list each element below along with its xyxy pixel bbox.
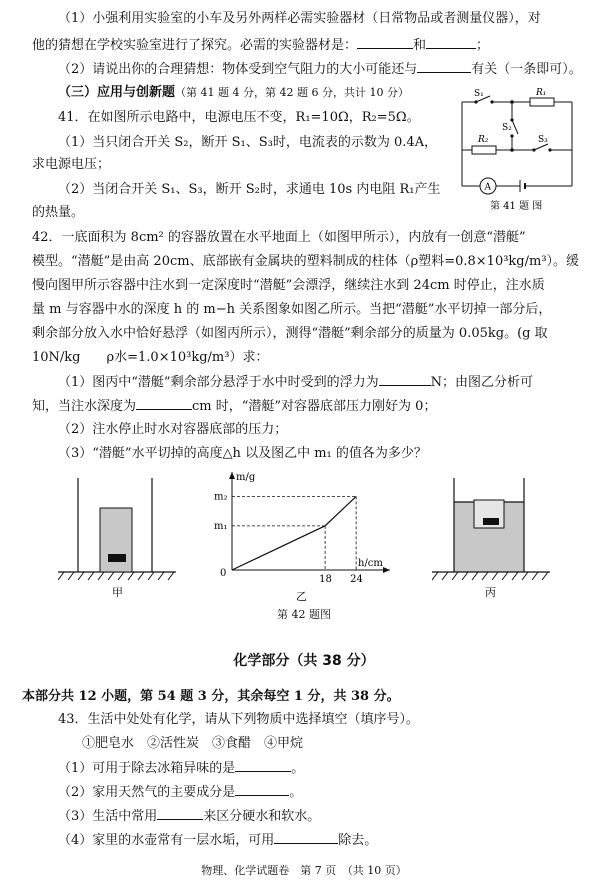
- q42-line5: 剩余部分放入水中恰好悬浮（如图丙所示），测得“潜艇”剩余部分的质量为 0.05kg。(g 取: [32, 326, 548, 341]
- q42-part1-line2: [32, 397, 436, 416]
- q42-part3: （3）“潜艇”水平切掉的高度△h 以及图乙中 m₁ 的值各为多少？: [58, 446, 427, 461]
- q42-part1-text: （1）图丙中“潜艇”剩余部分悬浮于水中时受到的浮力为: [58, 375, 379, 390]
- q43-part2-text: （2）家用天然气的主要成分是: [58, 785, 236, 800]
- label-r1: R₁: [536, 88, 547, 98]
- x-axis-label: h/cm: [358, 558, 383, 569]
- answer-blank-natural-gas[interactable]: [235, 783, 289, 796]
- q40-part2-text: （2）请说出你的合理猜想：物体受到空气阻力的大小可能还与: [58, 62, 418, 77]
- answer-blank-guess[interactable]: [417, 60, 471, 73]
- q43-stem: 43．生活中处处有化学，请从下列物质中选择填空（填序号）。: [58, 712, 420, 727]
- q41-part1-line2: 求电源电压；: [32, 157, 111, 172]
- q40-part1-text: 他的猜想在学校实验室进行了探究。必需的实验器材是：: [32, 38, 358, 53]
- answer-blank-hard-water[interactable]: [157, 807, 203, 820]
- resistor-r2: [472, 146, 496, 154]
- q40-part1-line1: （1）小强利用实验室的小车及另外两样必需实验器材（日常物品或者测量仪器），对: [58, 11, 541, 26]
- chemistry-section-title: 化学部分（共 38 分）: [233, 653, 375, 669]
- y-axis-label: m/g: [236, 472, 256, 483]
- label-s2: S₂: [502, 123, 512, 133]
- metal-block: [108, 554, 126, 562]
- answer-blank-equipment-2[interactable]: [426, 36, 476, 49]
- q42-figure-bing: [432, 470, 552, 600]
- label-s3: S₃: [538, 135, 548, 145]
- y-tick-m2: m₂: [214, 491, 228, 503]
- q42-line2: 模型。“潜艇”是由高 20cm、底部嵌有金属块的塑料制成的柱体（ρ塑料=0.8×10³kg/m³）。缓: [32, 254, 580, 269]
- label-r2: R₂: [478, 135, 489, 145]
- q43-part1-end: 。: [291, 761, 305, 776]
- answer-blank-equipment-1[interactable]: [357, 36, 413, 49]
- q41-part1-line1: （1）当只闭合开关 S₂，断开 S₁、S₃时，电流表的示数为 0.4A，: [58, 135, 438, 150]
- metal-block: [483, 518, 499, 525]
- q42-line6: 10N/kg ρ水=1.0×10³kg/m³）求：: [32, 350, 269, 365]
- q43-part4-text: （4）家里的水壶常有一层水垢，可用: [58, 833, 275, 848]
- section3-title: （三）应用与创新题: [58, 85, 176, 100]
- q43-part3-end: 来区分硬水和软水。: [203, 809, 321, 824]
- q42-figure-jia: [58, 470, 178, 600]
- q42-line4: 量 m 与容器中水的深度 h 的 m−h 关系图象如图乙所示。当把“潜艇”水平切掉一部分后，: [32, 302, 552, 317]
- q42-line3: 慢向图甲所示容器中注水到一定深度时“潜艇”会漂浮，继续注水到 24cm 时停止，注水质: [32, 278, 545, 293]
- section3-note: （第 41 题 4 分，第 42 题 6 分，共计 10 分）: [175, 86, 409, 99]
- answer-blank-deodor[interactable]: [235, 759, 291, 772]
- label-bing: 丙: [485, 586, 496, 599]
- q41-stem: 41．在如图所示电路中，电源电压不变，R₁=10Ω，R₂=5Ω。: [58, 110, 420, 125]
- y-tick-m1: m₁: [214, 520, 228, 532]
- q43-part3-text: （3）生活中常用: [58, 809, 158, 824]
- q43-part3: [58, 807, 320, 826]
- answer-blank-scale[interactable]: [274, 831, 338, 844]
- q42-line1: 42．一底面积为 8cm² 的容器放置在水平地面上（如图甲所示），内放有一创意“潜艇”: [32, 230, 526, 245]
- q42-part1-depth-text: 知，当注水深度为: [32, 399, 137, 414]
- label-jia: 甲: [112, 586, 123, 599]
- switch-s2-blade: [512, 120, 518, 134]
- m-h-line: [232, 496, 356, 570]
- q41-figure-caption: 第 41 题 图: [490, 201, 543, 212]
- q42-figure-yi-graph: [208, 466, 398, 606]
- submarine-model: [100, 508, 132, 572]
- x-axis-arrow: [383, 567, 390, 573]
- q40-part2-end: 有关（一条即可）。: [471, 62, 582, 77]
- q42-part1-line1: [58, 373, 533, 392]
- answer-blank-depth[interactable]: [136, 397, 192, 410]
- label-yi: 乙: [296, 590, 307, 603]
- q40-and: 和: [413, 38, 427, 53]
- q41-part2-line1: （2）当闭合开关 S₁、S₃，断开 S₂时，求通电 10s 内电阻 R₁产生: [58, 182, 441, 197]
- label-s1: S₁: [474, 89, 484, 99]
- q43-options: ①肥皂水 ②活性炭 ③食醋 ④甲烷: [82, 736, 304, 751]
- page-footer: 物理、化学试题卷 第 7 页 （共 10 页）: [201, 864, 407, 877]
- q41-circuit-diagram: [450, 86, 590, 212]
- q41-part2-line2: 的热量。: [32, 205, 85, 220]
- q43-part4-end: 除去。: [338, 833, 378, 848]
- resistor-r1: [530, 98, 554, 106]
- q42-part2: （2）注水停止时水对容器底部的压力；: [58, 422, 288, 437]
- q40-part2-line: [58, 60, 582, 79]
- y-axis-arrow: [229, 472, 235, 479]
- q40-semicolon: ；: [476, 38, 490, 53]
- chemistry-intro: 本部分共 12 小题，第 54 题 3 分，其余每空 1 分，共 38 分。: [22, 689, 400, 704]
- q40-part1-line2: [32, 36, 489, 55]
- label-ammeter: A: [484, 182, 491, 193]
- origin-label: 0: [220, 568, 227, 579]
- q42-part1-end: N；由图乙分析可: [430, 375, 533, 390]
- q43-part4: [58, 831, 377, 850]
- x-tick-18: 18: [319, 574, 332, 585]
- q42-part1-depth-end: cm 时，“潜艇”对容器底部压力刚好为 0；: [192, 399, 437, 414]
- x-tick-24: 24: [350, 574, 363, 585]
- q43-part1: [58, 759, 304, 778]
- q43-part2-end: 。: [289, 785, 303, 800]
- q43-part1-text: （1）可用于除去冰箱异味的是: [58, 761, 236, 776]
- q43-part2: [58, 783, 302, 802]
- section3-heading: [58, 84, 409, 102]
- answer-blank-buoyancy[interactable]: [379, 373, 431, 386]
- q42-figure-caption: 第 42 题图: [277, 608, 331, 621]
